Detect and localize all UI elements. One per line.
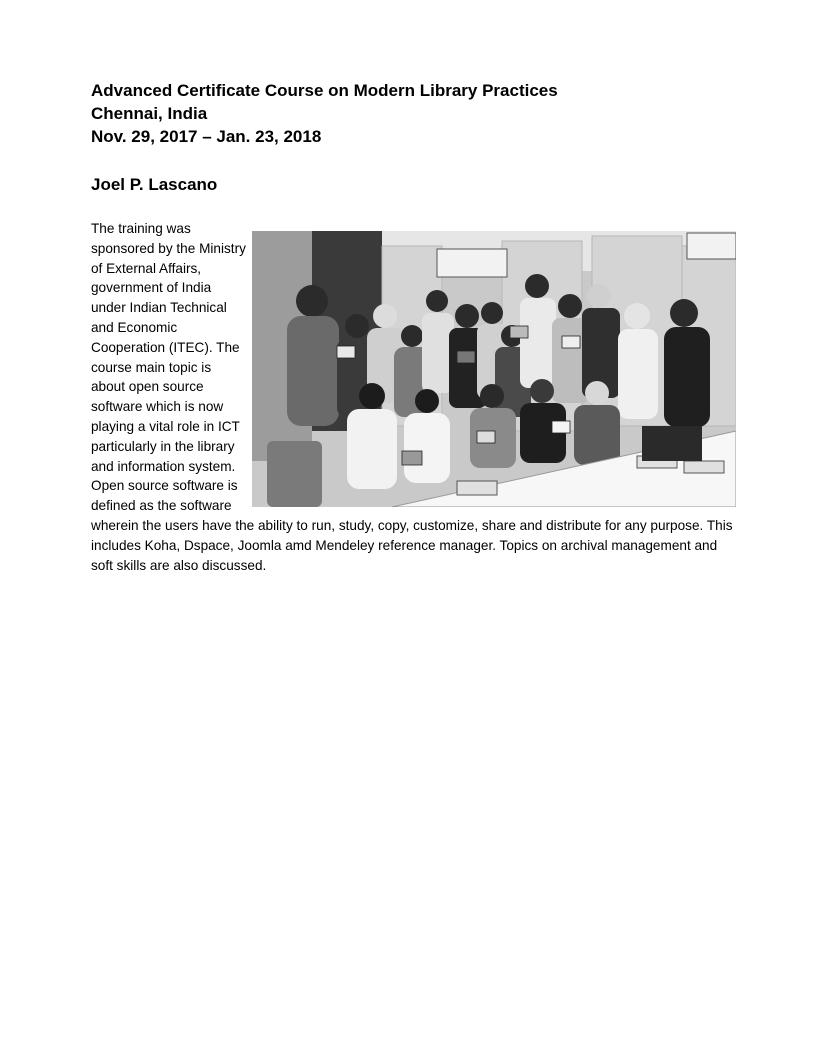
article-body bbox=[91, 219, 736, 575]
author-name: Joel P. Lascano bbox=[91, 175, 218, 194]
course-title: Advanced Certificate Course on Modern Library Practices bbox=[91, 81, 558, 100]
document-heading bbox=[91, 79, 751, 148]
course-location: Chennai, India bbox=[91, 104, 208, 123]
group-photo-illustration bbox=[252, 231, 736, 507]
group-photo bbox=[252, 231, 736, 507]
body-paragraph: The training was sponsored by the Ministry of External Affairs, government of India under Indian Technical and Economic Cooperation (ITEC). The course main topic is about open source software which is now playing a vital role in ICT particularly in the library and information system. Open source software is defined as the software wherein the users have the ability to run, study, copy, customize, share and distribute for any purpose. This includes Koha, Dspace, Joomla amd Mendeley reference manager. Topics on archival management and soft skills are also discussed. bbox=[91, 221, 733, 573]
course-dates: Nov. 29, 2017 – Jan. 23, 2018 bbox=[91, 127, 322, 146]
